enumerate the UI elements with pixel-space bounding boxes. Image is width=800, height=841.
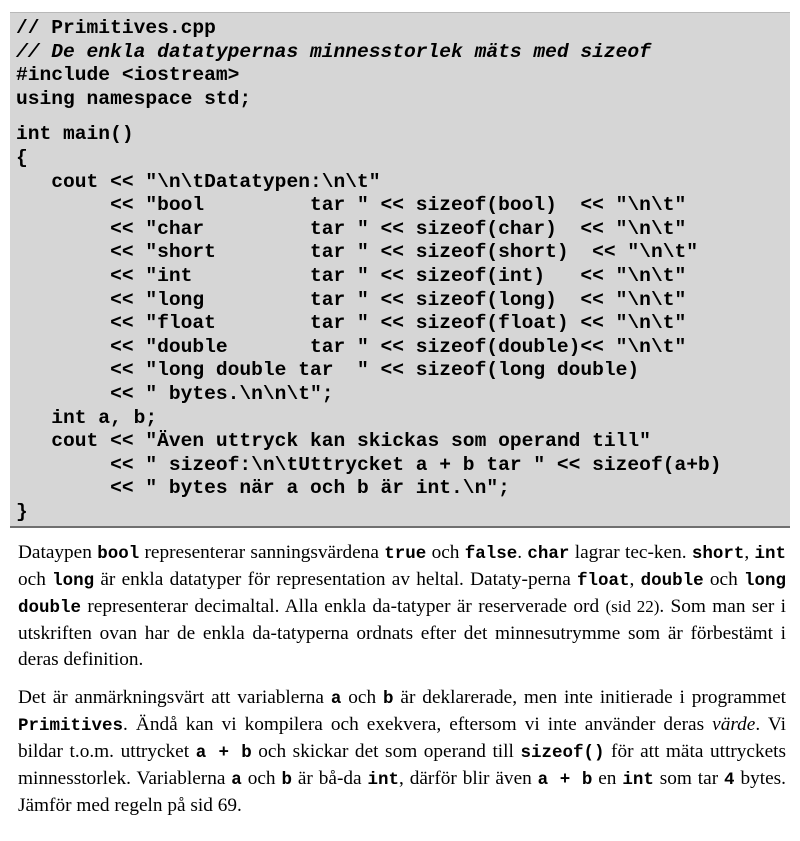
code-line-main: int main() — [16, 123, 134, 146]
code-line-cout-header: cout << "\n\tDatatypen:\n\t" — [16, 170, 381, 193]
code-line-short: << "short tar " << sizeof(short) << "\n\t" — [16, 241, 698, 264]
code-line-int: << "int tar " << sizeof(int) << "\n\t" — [16, 264, 687, 287]
code-term: true — [384, 544, 427, 564]
text-run: representerar sanningsvärdena — [139, 542, 385, 563]
code-line-double: << "double tar " << sizeof(double)<< "\n\t" — [16, 335, 687, 358]
code-term: 4 — [724, 770, 735, 790]
code-term: int — [622, 770, 654, 790]
code-block — [10, 13, 790, 524]
code-listing — [10, 12, 790, 528]
text-run: och — [241, 768, 282, 789]
code-line-cout-expression: cout << "Även uttryck kan skickas som operand till" — [16, 430, 651, 453]
text-run: . Vi bildar t.o.m. uttrycket — [18, 714, 787, 762]
code-line-sizeof-ab: << " sizeof:\n\tUttrycket a + b tar " << sizeof(a+b) — [16, 453, 722, 476]
text-run: bytes. Jämför med regeln på sid 69. — [18, 768, 786, 816]
text-run: , — [744, 542, 755, 563]
text-run: för att mäta uttryckets minnesstorlek. Variablerna — [18, 741, 787, 789]
body-text — [18, 540, 786, 831]
text-run: Det är anmärkningsvärt att variablerna — [18, 687, 331, 708]
code-term: long double — [18, 571, 786, 618]
text-run: representerar decimaltal. Alla enkla da-tatyper är reserverade ord — [81, 596, 606, 617]
code-term: sizeof() — [520, 743, 605, 763]
text-run: Dataypen — [18, 542, 98, 563]
code-line-close-brace: } — [16, 500, 28, 523]
code-line-using: using namespace std; — [16, 87, 252, 110]
code-line-include: #include <iostream> — [16, 64, 240, 87]
code-term: a — [231, 770, 242, 790]
code-term: double — [640, 571, 704, 591]
text-run: är bå-da — [291, 768, 368, 789]
code-term: false — [464, 544, 518, 564]
code-line-comment-filename: // Primitives.cpp — [16, 17, 216, 39]
code-term: long — [52, 571, 95, 591]
code-line-char: << "char tar " << sizeof(char) << "\n\t" — [16, 217, 687, 240]
page-reference: (sid 22) — [605, 597, 660, 616]
text-run: är enkla datatyper för representation av heltal. Dataty-perna — [94, 569, 578, 590]
code-line-blank — [16, 111, 790, 123]
code-line-bytes-int: << " bytes när a och b är int.\n"; — [16, 477, 510, 500]
text-run: lagrar tec-ken. — [569, 542, 692, 563]
code-term: Primitives — [18, 716, 124, 736]
text-run: som tar — [653, 768, 725, 789]
code-term: a + b — [537, 770, 593, 790]
code-line-declare-ab: int a, b; — [16, 406, 158, 429]
text-run: och skickar det som operand till — [251, 741, 521, 762]
code-term: bool — [97, 544, 140, 564]
code-line-long-double: << "long double tar " << sizeof(long double) — [16, 359, 640, 382]
code-term: a — [330, 689, 342, 709]
code-line-bool: << "bool tar " << sizeof(bool) << "\n\t" — [16, 194, 687, 217]
code-term: short — [691, 544, 745, 564]
code-term: char — [527, 544, 570, 564]
text-run: är deklarerade, men inte initierade i programmet — [393, 687, 787, 708]
code-term: float — [577, 571, 630, 591]
paragraph-datatypes — [18, 540, 786, 673]
text-run: och — [18, 569, 53, 590]
code-line-comment-description: // De enkla datatypernas minnesstorlek mäts med sizeof — [16, 40, 651, 63]
code-line-float: << "float tar " << sizeof(float) << "\n\t" — [16, 312, 687, 335]
text-run: . — [517, 542, 528, 563]
text-run: och — [341, 687, 384, 708]
text-run: . Ändå kan vi kompilera och exekvera, eftersom vi inte använder deras — [123, 714, 713, 735]
text-run: , — [629, 569, 641, 590]
code-line-long: << "long tar " << sizeof(long) << "\n\t" — [16, 288, 687, 311]
code-line-open-brace: { — [16, 146, 28, 169]
text-run: , därför blir även — [398, 768, 538, 789]
emphasis: värde — [712, 714, 756, 735]
code-term: b — [281, 770, 292, 790]
paragraph-uninitialized — [18, 685, 786, 819]
code-term: b — [383, 689, 394, 709]
text-run: och — [703, 569, 744, 590]
code-term: int — [754, 544, 787, 564]
text-run: en — [592, 768, 623, 789]
text-run: . Som man ser i utskriften ovan har de enkla da-tatyperna ordnats efter det minnesutrymme som är förbestämt i deras definition. — [18, 596, 787, 670]
text-run: och — [426, 542, 465, 563]
code-line-bytes: << " bytes.\n\n\t"; — [16, 382, 334, 405]
code-term: a + b — [195, 743, 252, 763]
code-term: int — [367, 770, 399, 790]
